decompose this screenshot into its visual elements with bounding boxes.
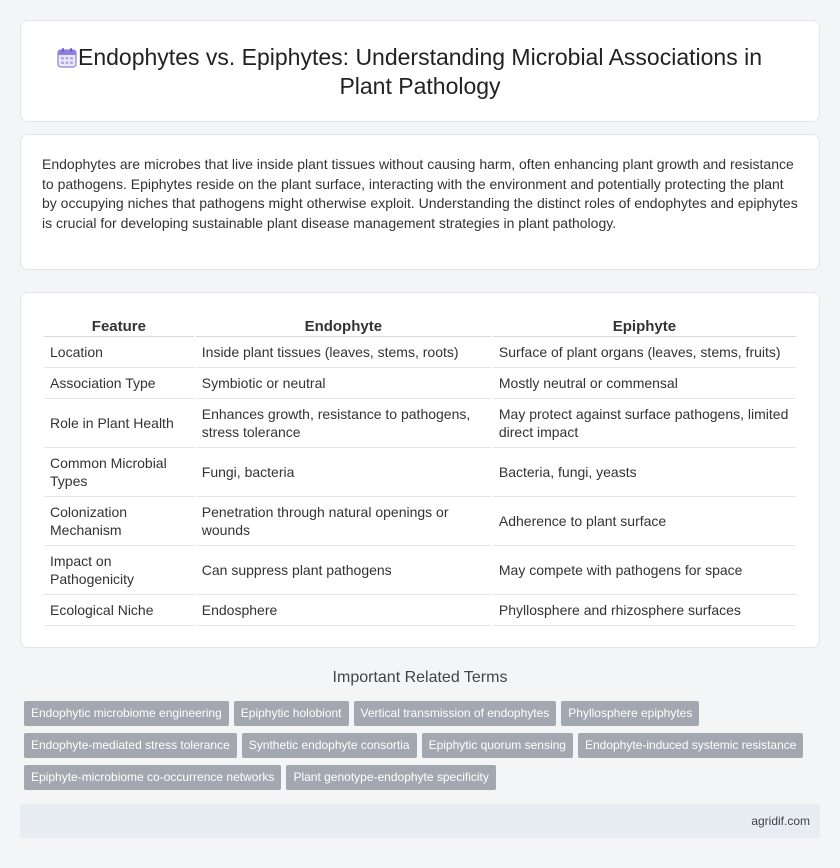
cell-feature: Location bbox=[44, 337, 194, 368]
comparison-table-card bbox=[20, 292, 820, 648]
cell-endophyte: Enhances growth, resistance to pathogens, stress tolerance bbox=[196, 399, 491, 448]
cell-endophyte: Can suppress plant pathogens bbox=[196, 546, 491, 595]
tag[interactable]: Synthetic endophyte consortia bbox=[242, 733, 417, 758]
cell-endophyte: Inside plant tissues (leaves, stems, roots) bbox=[196, 337, 491, 368]
table-row bbox=[44, 399, 796, 448]
header-feature: Feature bbox=[44, 315, 194, 337]
table-row bbox=[44, 546, 796, 595]
page-title: Endophytes vs. Epiphytes: Understanding Microbial Associations in Plant Pathology bbox=[78, 44, 762, 99]
cell-epiphyte: May protect against surface pathogens, limited direct impact bbox=[493, 399, 796, 448]
related-terms-heading: Important Related Terms bbox=[332, 669, 508, 686]
table-row bbox=[44, 337, 796, 368]
cell-endophyte: Symbiotic or neutral bbox=[196, 368, 491, 399]
tag[interactable]: Epiphyte-microbiome co-occurrence networks bbox=[24, 765, 281, 790]
tag[interactable]: Endophyte-induced systemic resistance bbox=[578, 733, 803, 758]
cell-feature: Ecological Niche bbox=[44, 595, 194, 626]
tag[interactable]: Epiphytic holobiont bbox=[234, 701, 349, 726]
footer bbox=[20, 804, 820, 838]
cell-epiphyte: Phyllosphere and rhizosphere surfaces bbox=[493, 595, 796, 626]
table-row bbox=[44, 448, 796, 497]
tag[interactable]: Endophyte-mediated stress tolerance bbox=[24, 733, 237, 758]
related-terms-tags bbox=[24, 701, 824, 797]
cell-feature: Role in Plant Health bbox=[44, 399, 194, 448]
cell-feature: Impact on Pathogenicity bbox=[44, 546, 194, 595]
cell-epiphyte: Surface of plant organs (leaves, stems, fruits) bbox=[493, 337, 796, 368]
tag[interactable]: Epiphytic quorum sensing bbox=[422, 733, 573, 758]
cell-feature: Colonization Mechanism bbox=[44, 497, 194, 546]
footer-site-link[interactable]: agridif.com bbox=[751, 814, 810, 828]
header-epiphyte: Epiphyte bbox=[493, 315, 796, 337]
cell-epiphyte: Bacteria, fungi, yeasts bbox=[493, 448, 796, 497]
intro-card bbox=[20, 134, 820, 270]
tag[interactable]: Vertical transmission of endophytes bbox=[354, 701, 557, 726]
tag[interactable]: Endophytic microbiome engineering bbox=[24, 701, 229, 726]
tag[interactable]: Phyllosphere epiphytes bbox=[561, 701, 699, 726]
table-row bbox=[44, 497, 796, 546]
cell-feature: Common Microbial Types bbox=[44, 448, 194, 497]
comparison-table bbox=[42, 315, 798, 626]
cell-epiphyte: Adherence to plant surface bbox=[493, 497, 796, 546]
cell-epiphyte: Mostly neutral or commensal bbox=[493, 368, 796, 399]
table-header-row bbox=[44, 315, 796, 337]
header-endophyte: Endophyte bbox=[196, 315, 491, 337]
table-row bbox=[44, 368, 796, 399]
cell-feature: Association Type bbox=[44, 368, 194, 399]
cell-endophyte: Endosphere bbox=[196, 595, 491, 626]
cell-epiphyte: May compete with pathogens for space bbox=[493, 546, 796, 595]
intro-paragraph: Endophytes are microbes that live inside plant tissues without causing harm, often enhancing plant growth and resistance to pathogens. Epiphytes reside on the plant surface, interacting with the environment and potentially protecting the plant by occupying niches that pathogens might otherwise exploit. Understanding the distinct roles of endophytes and epiphytes is crucial for developing sustainable plant disease management strategies in plant pathology. bbox=[42, 156, 798, 232]
cell-endophyte: Penetration through natural openings or wounds bbox=[196, 497, 491, 546]
tag[interactable]: Plant genotype-endophyte specificity bbox=[286, 765, 495, 790]
cell-endophyte: Fungi, bacteria bbox=[196, 448, 491, 497]
title-card bbox=[20, 20, 820, 122]
table-row bbox=[44, 595, 796, 626]
